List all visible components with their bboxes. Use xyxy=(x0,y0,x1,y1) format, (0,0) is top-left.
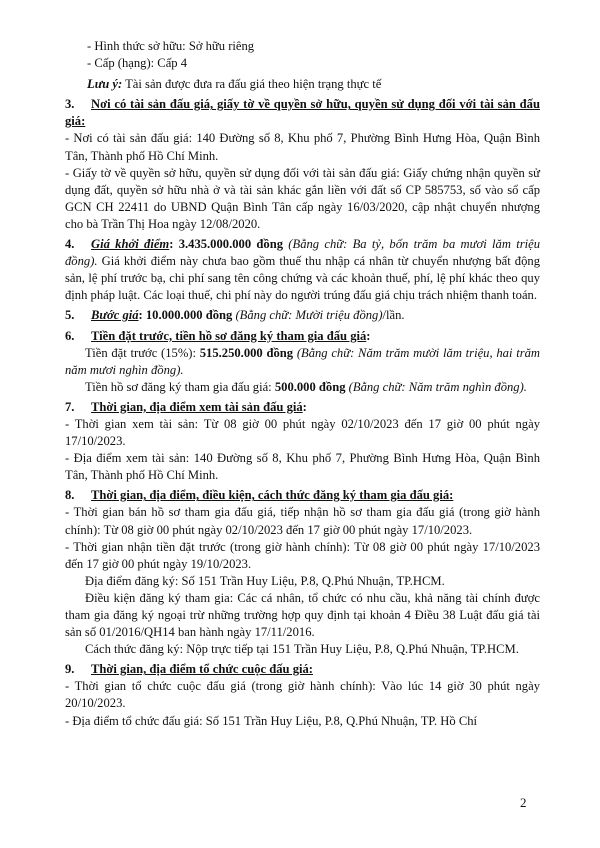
registration-conditions: Điều kiện đăng ký tham gia: Các cá nhân, tổ chức có nhu cầu, khả năng tài chính được tham gia đăng ký ngoại trừ những trường hợp quy định tại khoản 4 Điều 38 Luật đấu giá tài sản số 01/2016/QH14 ban hành ngày 17/11/2016. xyxy=(65,590,540,640)
deposit-words: (Bằng chữ: Năm trăm mười lăm triệu, hai trăm năm mươi nghìn đồng). xyxy=(65,345,540,377)
section-9-heading xyxy=(65,661,540,678)
section-3-location: - Nơi có tài sản đấu giá: 140 Đường số 8, Khu phố 7, Phường Bình Hưng Hòa, Quận Bình Tân, Thành phố Hồ Chí Minh. xyxy=(65,131,540,163)
bid-step-label: Bước giá xyxy=(91,308,139,323)
section-3-heading xyxy=(65,96,540,130)
dossier-sale-time: - Thời gian bán hồ sơ tham gia đấu giá, tiếp nhận hồ sơ tham gia đấu giá (trong giờ hành chính): Từ 08 giờ 00 phút ngày 02/10/2023 đến 17 giờ 00 phút ngày 17/10/2023. xyxy=(65,505,540,537)
section-5-number: 5. xyxy=(65,308,75,323)
document-body xyxy=(65,38,540,730)
section-6-colon: : xyxy=(366,328,371,343)
fee-value: 500.000 đồng xyxy=(274,379,346,394)
page-number: 2 xyxy=(520,795,527,810)
grade-line: - Cấp (hạng): Cấp 4 xyxy=(87,56,188,71)
section-3-documents: - Giấy tờ về quyền sở hữu, quyền sử dụng đối với tài sản đấu giá: Giấy chứng nhận quyền sử dụng đất, quyền sở hữu nhà ở và tài sản khác gắn liền với đất số CP 585753, số vào sổ cấp GCN CH 22411 do UBND Quận Bình Tân cấp ngày 16/03/2020, cập nhật chuyển nhượng cho bà Trần Thị Hoa ngày 12/08/2020. xyxy=(65,165,540,231)
bid-step-words: (Bằng chữ: Mười triệu đồng) xyxy=(232,308,383,323)
section-8-number: 8. xyxy=(65,488,75,503)
starting-price-label: Giá khởi điểm xyxy=(91,237,170,252)
fee-label: Tiền hồ sơ đăng ký tham gia đấu giá: xyxy=(85,379,275,394)
section-8-title: Thời gian, địa điểm, điều kiện, cách thức đăng ký tham gia đấu giá: xyxy=(91,488,454,503)
section-6-title: Tiền đặt trước, tiền hồ sơ đăng ký tham gia đấu giá xyxy=(91,328,367,343)
fee-words: (Bằng chữ: Năm trăm nghìn đồng). xyxy=(345,379,527,394)
section-7-number: 7. xyxy=(65,399,75,414)
auction-location: - Địa điểm tổ chức đấu giá: Số 151 Trần Huy Liệu, P.8, Q.Phú Nhuận, TP. Hồ Chí xyxy=(65,713,478,728)
bid-step-tail: /lần. xyxy=(382,308,405,323)
viewing-location: - Địa điểm xem tài sản: 140 Đường số 8, Khu phố 7, Phường Bình Hưng Hòa, Quận Bình Tân, Thành phố Hồ Chí Minh. xyxy=(65,451,540,483)
section-9-number: 9. xyxy=(65,662,75,677)
fee-line xyxy=(65,379,540,396)
section-6-heading xyxy=(65,328,540,345)
auction-time: - Thời gian tổ chức cuộc đấu giá (trong giờ hành chính): Vào lúc 14 giờ 30 phút ngày 20/10/2023. xyxy=(65,679,540,711)
registration-method: Cách thức đăng ký: Nộp trực tiếp tại 151 Trần Huy Liệu, P.8, Q.Phú Nhuận, TP.HCM. xyxy=(85,642,519,657)
deposit-line xyxy=(65,345,540,379)
section-3-number: 3. xyxy=(65,97,75,112)
section-7-heading xyxy=(65,399,540,416)
section-8-heading xyxy=(65,487,540,504)
note-text: Tài sản được đưa ra đấu giá theo hiện trạng thực tế xyxy=(122,77,382,92)
section-7-title: Thời gian, địa điểm xem tài sản đấu giá xyxy=(91,399,303,414)
starting-price-details: Giá khởi điểm này chưa bao gồm thuế thu nhập cá nhân từ chuyển nhượng bất động sản, lệ phí trước bạ, chi phí sang tên công chứng và các khoản thuế, phí, lệ phí khác theo quy định pháp luật. Các loại thuế, chi phí này do người trúng đấu giá chịu trách nhiệm thanh toán. xyxy=(65,254,540,303)
section-5-paragraph xyxy=(65,307,540,324)
section-7-colon: : xyxy=(302,399,307,414)
note-label: Lưu ý: xyxy=(87,77,123,92)
note-line xyxy=(65,76,540,93)
section-3-title: Nơi có tài sản đấu giá, giấy tờ về quyền sở hữu, quyền sử dụng đối với tài sản đấu giá: xyxy=(65,97,540,129)
section-6-number: 6. xyxy=(65,328,75,343)
deposit-label: Tiền đặt trước (15%): xyxy=(85,345,200,360)
deposit-value: 515.250.000 đồng xyxy=(199,345,294,360)
ownership-line: - Hình thức sở hữu: Sở hữu riêng xyxy=(87,39,255,53)
viewing-time: - Thời gian xem tài sản: Từ 08 giờ 00 phút ngày 02/10/2023 đến 17 giờ 00 phút ngày 17/10/2023. xyxy=(65,416,540,449)
section-4-number: 4. xyxy=(65,237,75,252)
section-9-title: Thời gian, địa điểm tổ chức cuộc đấu giá: xyxy=(91,662,313,677)
starting-price-value: : 3.435.000.000 đồng xyxy=(169,237,284,252)
registration-place: Địa điểm đăng ký: Số 151 Trần Huy Liệu, P.8, Q.Phú Nhuận, TP.HCM. xyxy=(85,573,445,588)
starting-price-words: (Bằng chữ: Ba tỷ, bốn trăm ba mươi lăm triệu đồng). xyxy=(65,237,540,269)
section-4-paragraph xyxy=(65,236,540,304)
bid-step-value: : 10.000.000 đồng xyxy=(138,308,233,323)
deposit-receipt-time: - Thời gian nhận tiền đặt trước (trong giờ hành chính): Từ 08 giờ 00 phút ngày 17/10/2023 đến 17 giờ 00 phút ngày 19/10/2023. xyxy=(65,539,540,571)
